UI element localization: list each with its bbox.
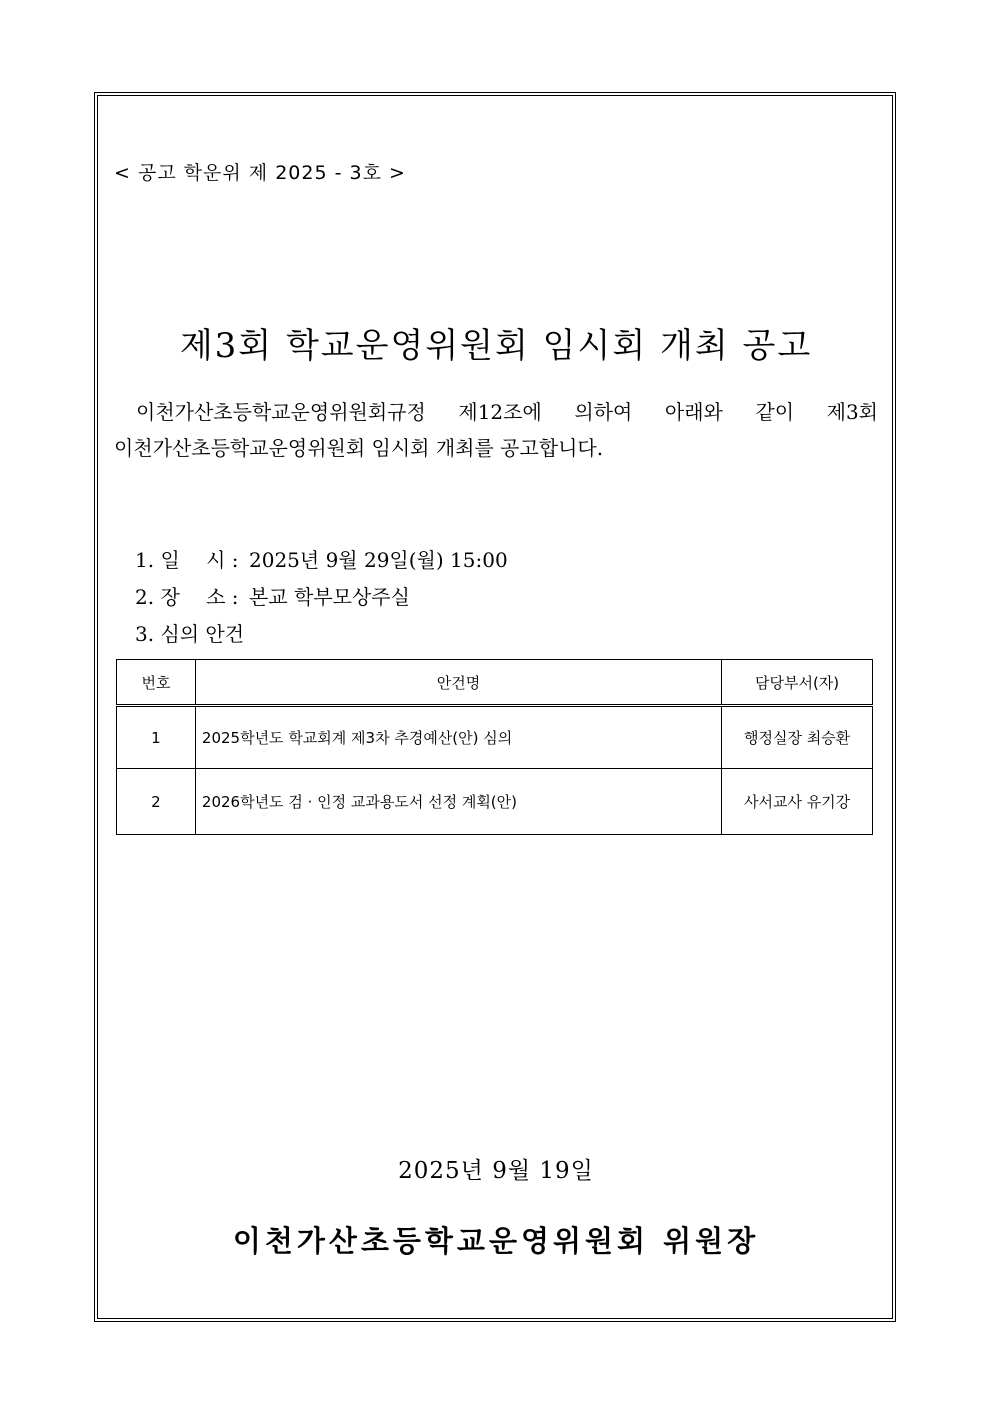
detail-value: 2025년 9월 29일(월) 15:00 [249,548,508,572]
detail-value: 본교 학부모상주실 [249,585,410,609]
header-agenda-title: 안건명 [195,660,721,706]
intro-line-2: 이천가산초등학교운영위원회 임시회 개최를 공고합니다. [114,436,604,460]
detail-label: 2. 장 소 : [135,585,239,609]
detail-datetime [135,542,508,579]
table-row [117,769,873,835]
document-title: 제3회 학교운영위원회 임시회 개최 공고 [179,326,813,366]
cell-department: 행정실장 최승환 [722,706,873,769]
header-department: 담당부서(자) [722,660,873,706]
table-header-row [117,660,873,706]
cell-number: 1 [117,706,196,769]
table-row [117,706,873,769]
signature: 이천가산초등학교운영위원회 위원장 [232,1224,760,1258]
cell-agenda-title: 2026학년도 검 · 인정 교과용도서 선정 계획(안) [195,769,721,835]
cell-number: 2 [117,769,196,835]
cell-agenda-title: 2025학년도 학교회계 제3차 추경예산(안) 심의 [195,706,721,769]
notice-date: 2025년 9월 19일 [398,1158,594,1184]
detail-label: 3. 심의 안건 [135,622,245,646]
intro-line-1: 이천가산초등학교운영위원회규정 제12조에 의하여 아래와 같이 제3회 [136,400,878,424]
detail-agenda-heading [135,616,508,653]
intro-paragraph [114,394,878,466]
meeting-details [135,542,508,653]
agenda-table [116,659,873,835]
notice-number: < 공고 학운위 제 2025 - 3호 > [114,162,406,184]
header-number: 번호 [117,660,196,706]
detail-location [135,579,508,616]
detail-label: 1. 일 시 : [135,548,239,572]
cell-department: 사서교사 유기강 [722,769,873,835]
